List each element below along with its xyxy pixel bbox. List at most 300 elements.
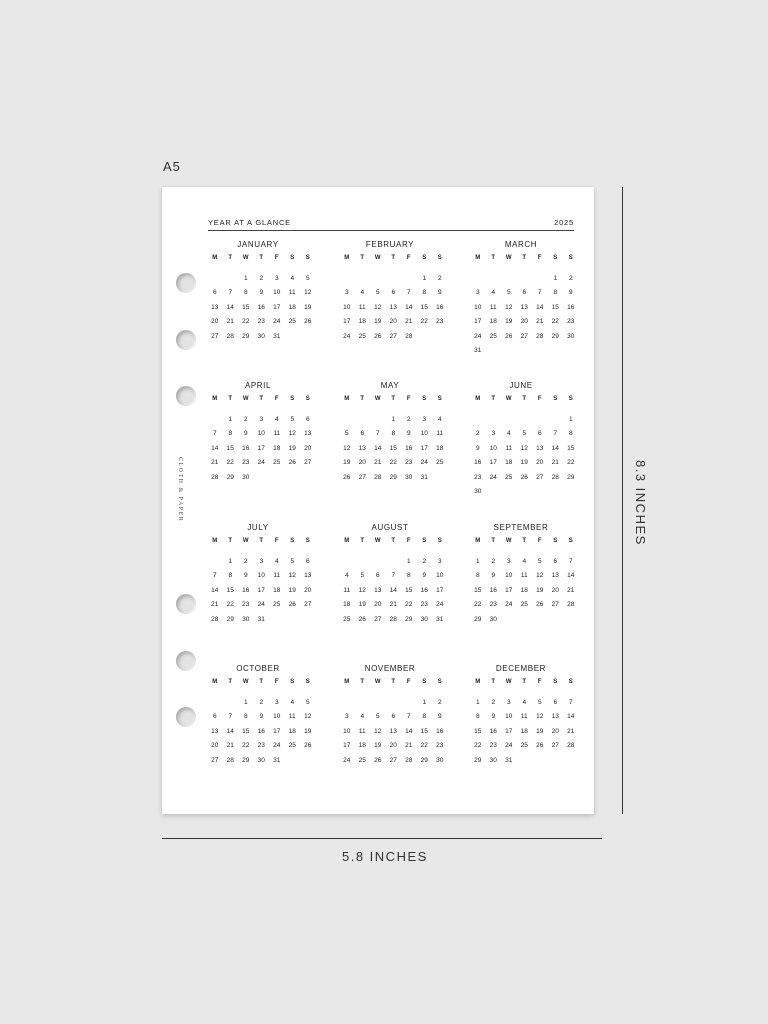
day-cell xyxy=(355,275,371,289)
day-cell: 23 xyxy=(567,318,575,326)
weekday-label: W xyxy=(505,396,512,402)
day-cell: 11 xyxy=(520,572,528,580)
weekday-label: W xyxy=(505,679,512,685)
day-cell: 5 xyxy=(537,699,542,706)
day-cell: 20 xyxy=(389,742,397,750)
day-cell: 22 xyxy=(226,459,234,467)
day-cell: 17 xyxy=(420,444,428,452)
week-row xyxy=(470,289,573,303)
day-cell: 22 xyxy=(567,459,575,467)
day-cell: 15 xyxy=(226,586,234,594)
weekday-label: F xyxy=(274,255,279,261)
day-cell: 28 xyxy=(211,615,219,623)
day-cell: 11 xyxy=(520,713,528,721)
day-cell: 28 xyxy=(405,756,413,764)
week-row xyxy=(207,727,312,742)
month-calendar xyxy=(339,664,444,771)
day-cell: 9 xyxy=(259,289,264,297)
day-cell: 15 xyxy=(551,303,559,311)
week-row xyxy=(339,615,444,630)
week-row xyxy=(339,756,444,771)
weekday-label: S xyxy=(437,255,442,261)
day-cell xyxy=(339,699,355,713)
day-cell: 5 xyxy=(290,558,295,565)
day-cell: 22 xyxy=(226,601,234,609)
day-cell: 13 xyxy=(536,444,544,452)
day-cell: 11 xyxy=(273,430,281,438)
week-row xyxy=(207,757,306,771)
day-cell: 9 xyxy=(568,289,573,297)
day-cell: 13 xyxy=(211,303,219,311)
day-cell: 10 xyxy=(257,430,265,438)
day-cell: 1 xyxy=(228,416,233,423)
weekday-label: S xyxy=(290,396,295,402)
day-cell: 28 xyxy=(567,742,575,750)
weekday-label: S xyxy=(305,538,310,544)
day-cell: 14 xyxy=(226,727,234,735)
day-cell xyxy=(355,558,371,572)
day-cell: 24 xyxy=(505,601,513,609)
week-row xyxy=(207,430,312,444)
day-cell: 2 xyxy=(259,699,264,706)
day-cell: 11 xyxy=(358,303,366,311)
day-cell: 11 xyxy=(288,289,296,297)
day-cell: 13 xyxy=(551,713,559,721)
weekday-label: T xyxy=(259,538,264,544)
day-cell: 4 xyxy=(522,558,527,565)
day-cell: 14 xyxy=(567,713,575,721)
day-cell: 24 xyxy=(343,756,351,764)
day-cell: 24 xyxy=(505,742,513,750)
day-cell: 7 xyxy=(212,572,217,580)
day-cell: 21 xyxy=(389,601,397,609)
weekday-label: W xyxy=(242,538,249,544)
day-cell: 14 xyxy=(226,303,234,311)
day-cell: 22 xyxy=(420,318,428,326)
day-cell: 20 xyxy=(211,742,219,750)
day-cell: 17 xyxy=(257,586,265,594)
weekday-header xyxy=(470,679,573,693)
weekday-label: S xyxy=(422,538,427,544)
week-row xyxy=(207,275,310,289)
day-cell: 16 xyxy=(474,459,482,467)
weekday-label: T xyxy=(360,679,365,685)
width-dimension-line xyxy=(162,838,602,839)
day-cell: 12 xyxy=(374,727,382,735)
day-cell xyxy=(470,275,486,289)
month-calendar xyxy=(339,523,444,630)
day-cell: 8 xyxy=(475,713,480,721)
day-cell: 11 xyxy=(489,303,497,311)
day-cell: 9 xyxy=(422,572,427,580)
day-cell: 2 xyxy=(259,275,264,282)
weekday-label: T xyxy=(228,538,233,544)
day-cell: 5 xyxy=(522,430,527,438)
day-cell: 4 xyxy=(437,416,442,423)
week-row xyxy=(470,473,575,488)
day-cell: 18 xyxy=(288,727,296,735)
day-cell: 17 xyxy=(257,444,265,452)
day-cell xyxy=(207,275,223,289)
day-cell: 28 xyxy=(226,756,234,764)
day-cell xyxy=(517,347,533,361)
day-cell: 18 xyxy=(358,742,366,750)
weekday-label: F xyxy=(537,396,542,402)
day-cell: 21 xyxy=(551,459,559,467)
day-cell: 16 xyxy=(489,586,497,594)
week-row xyxy=(470,558,573,572)
weekday-label: S xyxy=(568,538,573,544)
day-cell: 25 xyxy=(520,601,528,609)
punch-hole xyxy=(176,651,196,671)
day-cell: 21 xyxy=(211,459,219,467)
day-cell: 24 xyxy=(257,601,265,609)
day-cell: 19 xyxy=(374,318,382,326)
day-cell xyxy=(517,416,533,430)
day-cell: 16 xyxy=(242,586,250,594)
week-row xyxy=(207,572,312,586)
day-cell: 15 xyxy=(242,727,250,735)
day-cell xyxy=(370,699,386,713)
day-cell: 4 xyxy=(290,275,295,282)
day-cell: 25 xyxy=(288,742,296,750)
day-cell: 15 xyxy=(567,444,575,452)
day-cell: 15 xyxy=(420,727,428,735)
day-cell: 19 xyxy=(505,318,513,326)
day-cell: 22 xyxy=(474,742,482,750)
week-row xyxy=(339,558,442,572)
day-cell: 20 xyxy=(211,318,219,326)
week-row xyxy=(207,416,310,430)
day-cell: 3 xyxy=(344,289,349,297)
weekday-label: T xyxy=(259,396,264,402)
day-cell: 17 xyxy=(505,727,513,735)
day-cell: 27 xyxy=(374,615,382,623)
weekday-label: F xyxy=(406,396,411,402)
weekday-label: S xyxy=(568,255,573,261)
day-cell: 3 xyxy=(344,713,349,721)
week-row xyxy=(339,586,444,601)
day-cell: 26 xyxy=(358,615,366,623)
day-cell: 10 xyxy=(273,289,281,297)
day-cell xyxy=(370,275,386,289)
weekday-label: S xyxy=(305,396,310,402)
weekday-header xyxy=(470,255,573,269)
day-cell: 6 xyxy=(522,289,527,297)
day-cell: 1 xyxy=(568,416,573,423)
day-cell: 25 xyxy=(358,756,366,764)
weekday-label: T xyxy=(522,255,527,261)
day-cell xyxy=(370,416,386,430)
weekday-header xyxy=(470,396,573,410)
weekday-label: M xyxy=(344,396,350,402)
brand-mark: CLOTH & PAPER xyxy=(177,457,183,523)
day-cell: 31 xyxy=(273,756,281,764)
day-cell: 9 xyxy=(243,572,248,580)
week-row xyxy=(207,289,312,303)
day-cell: 26 xyxy=(343,473,351,481)
weekday-label: S xyxy=(568,396,573,402)
day-cell xyxy=(486,488,502,502)
weekday-label: F xyxy=(274,679,279,685)
weekday-label: M xyxy=(475,538,481,544)
day-cell: 23 xyxy=(436,318,444,326)
day-cell: 16 xyxy=(405,444,413,452)
weekday-label: T xyxy=(259,679,264,685)
weekday-label: S xyxy=(437,538,442,544)
day-cell: 7 xyxy=(553,430,558,438)
day-cell: 4 xyxy=(360,289,365,297)
punch-hole xyxy=(176,707,196,727)
day-cell: 8 xyxy=(475,572,480,580)
weekday-label: F xyxy=(537,538,542,544)
day-cell: 5 xyxy=(305,699,310,706)
day-cell: 18 xyxy=(343,601,351,609)
day-cell: 29 xyxy=(226,473,234,481)
week-row xyxy=(207,474,306,488)
day-cell: 28 xyxy=(405,332,413,340)
weekday-label: S xyxy=(305,679,310,685)
day-cell: 27 xyxy=(211,332,219,340)
day-cell: 6 xyxy=(537,430,542,438)
day-cell xyxy=(339,275,355,289)
weekday-label: T xyxy=(391,679,396,685)
day-cell: 9 xyxy=(406,430,411,438)
day-cell: 5 xyxy=(375,289,380,297)
day-cell: 27 xyxy=(389,332,397,340)
day-cell: 9 xyxy=(259,713,264,721)
weekday-label: M xyxy=(475,679,481,685)
day-cell: 3 xyxy=(491,430,496,438)
day-cell: 14 xyxy=(211,444,219,452)
day-cell: 10 xyxy=(436,572,444,580)
week-row xyxy=(207,586,312,601)
day-cell: 8 xyxy=(243,289,248,297)
weekday-label: W xyxy=(374,679,381,685)
day-cell: 13 xyxy=(551,572,559,580)
weekday-label: W xyxy=(242,396,249,402)
day-cell: 26 xyxy=(505,332,513,340)
day-cell: 11 xyxy=(343,586,351,594)
day-cell: 23 xyxy=(489,601,497,609)
day-cell: 1 xyxy=(243,275,248,282)
day-cell: 6 xyxy=(553,699,558,706)
day-cell: 10 xyxy=(474,303,482,311)
day-cell: 5 xyxy=(344,430,349,438)
day-cell: 26 xyxy=(304,318,312,326)
day-cell: 4 xyxy=(360,713,365,721)
day-cell xyxy=(532,616,548,630)
day-cell: 29 xyxy=(389,473,397,481)
day-cell xyxy=(517,275,533,289)
day-cell: 17 xyxy=(273,303,281,311)
day-cell: 26 xyxy=(374,756,382,764)
day-cell: 15 xyxy=(226,444,234,452)
day-cell: 27 xyxy=(536,473,544,481)
day-cell: 7 xyxy=(212,430,217,438)
week-row xyxy=(207,742,312,756)
weekday-label: M xyxy=(475,396,481,402)
week-row xyxy=(339,444,444,459)
day-cell xyxy=(285,616,301,630)
day-cell xyxy=(285,333,301,347)
day-cell: 6 xyxy=(360,430,365,438)
day-cell: 20 xyxy=(374,601,382,609)
month-calendar xyxy=(470,381,575,502)
day-cell: 9 xyxy=(475,444,480,452)
day-cell: 18 xyxy=(358,318,366,326)
day-cell xyxy=(501,488,517,502)
day-cell: 19 xyxy=(304,727,312,735)
day-cell: 8 xyxy=(422,713,427,721)
weekday-label: F xyxy=(274,538,279,544)
day-cell: 19 xyxy=(358,601,366,609)
day-cell: 17 xyxy=(474,318,482,326)
day-cell: 31 xyxy=(474,346,482,354)
week-row xyxy=(339,430,444,444)
day-cell: 9 xyxy=(243,430,248,438)
month-calendar xyxy=(339,381,444,488)
day-cell xyxy=(532,416,548,430)
day-cell: 19 xyxy=(536,727,544,735)
day-cell xyxy=(285,757,301,771)
weekday-label: T xyxy=(522,396,527,402)
month-calendar xyxy=(470,664,575,771)
day-cell: 12 xyxy=(304,289,312,297)
weekday-label: M xyxy=(344,538,350,544)
day-cell: 7 xyxy=(537,289,542,297)
weekday-label: W xyxy=(505,255,512,261)
day-cell: 25 xyxy=(273,601,281,609)
day-cell: 28 xyxy=(567,601,575,609)
weekday-label: S xyxy=(553,396,558,402)
day-cell: 12 xyxy=(343,444,351,452)
day-cell xyxy=(285,474,301,488)
day-cell: 20 xyxy=(304,586,312,594)
weekday-label: W xyxy=(505,538,512,544)
day-cell: 24 xyxy=(474,332,482,340)
day-cell: 31 xyxy=(257,615,265,623)
day-cell: 16 xyxy=(567,303,575,311)
weekday-label: M xyxy=(344,679,350,685)
day-cell: 7 xyxy=(375,430,380,438)
week-row xyxy=(207,601,312,615)
day-cell: 30 xyxy=(257,332,265,340)
day-cell: 14 xyxy=(551,444,559,452)
day-cell: 30 xyxy=(436,756,444,764)
day-cell xyxy=(517,757,533,771)
day-cell: 20 xyxy=(536,459,544,467)
day-cell: 22 xyxy=(551,318,559,326)
day-cell xyxy=(501,416,517,430)
day-cell xyxy=(269,616,285,630)
day-cell: 25 xyxy=(436,459,444,467)
weekday-label: M xyxy=(212,255,218,261)
day-cell: 31 xyxy=(505,756,513,764)
day-cell xyxy=(300,757,316,771)
day-cell: 13 xyxy=(304,572,312,580)
day-cell: 26 xyxy=(520,473,528,481)
day-cell: 8 xyxy=(391,430,396,438)
day-cell: 1 xyxy=(406,558,411,565)
week-row xyxy=(339,289,442,303)
day-cell xyxy=(532,757,548,771)
week-row xyxy=(470,699,573,713)
day-cell: 1 xyxy=(422,275,427,282)
weekday-label: F xyxy=(406,538,411,544)
day-cell: 2 xyxy=(243,558,248,565)
day-cell xyxy=(563,488,579,502)
day-cell: 28 xyxy=(536,332,544,340)
weekday-label: W xyxy=(242,255,249,261)
weekday-label: S xyxy=(553,679,558,685)
day-cell: 27 xyxy=(304,459,312,467)
weekday-label: T xyxy=(491,396,496,402)
day-cell: 15 xyxy=(474,586,482,594)
day-cell: 18 xyxy=(520,727,528,735)
day-cell: 21 xyxy=(226,742,234,750)
week-row xyxy=(470,303,575,318)
weekday-header xyxy=(207,255,310,269)
week-row xyxy=(470,727,575,742)
day-cell xyxy=(563,347,579,361)
day-cell: 24 xyxy=(273,742,281,750)
day-cell: 6 xyxy=(212,289,217,297)
day-cell: 11 xyxy=(358,727,366,735)
day-cell xyxy=(501,347,517,361)
weekday-label: W xyxy=(374,255,381,261)
day-cell xyxy=(470,416,486,430)
day-cell: 3 xyxy=(475,289,480,297)
day-cell: 17 xyxy=(489,459,497,467)
month-name: AUGUST xyxy=(371,523,409,532)
day-cell: 30 xyxy=(567,332,575,340)
day-cell: 26 xyxy=(288,601,296,609)
weekday-label: T xyxy=(491,255,496,261)
day-cell: 18 xyxy=(520,586,528,594)
weekday-header xyxy=(339,255,442,269)
day-cell: 11 xyxy=(505,444,513,452)
day-cell: 19 xyxy=(343,459,351,467)
weekday-label: T xyxy=(522,679,527,685)
week-row xyxy=(339,318,444,332)
day-cell: 5 xyxy=(375,713,380,721)
weekday-label: S xyxy=(437,679,442,685)
day-cell xyxy=(517,616,533,630)
day-cell: 9 xyxy=(437,289,442,297)
weekday-label: M xyxy=(212,538,218,544)
day-cell: 12 xyxy=(288,572,296,580)
week-row xyxy=(470,742,575,756)
week-row xyxy=(339,572,444,586)
day-cell: 22 xyxy=(405,601,413,609)
day-cell: 10 xyxy=(343,303,351,311)
weekday-label: W xyxy=(242,679,249,685)
day-cell: 15 xyxy=(405,586,413,594)
day-cell xyxy=(207,558,223,572)
day-cell: 4 xyxy=(506,430,511,438)
day-cell: 2 xyxy=(568,275,573,282)
day-cell: 21 xyxy=(405,318,413,326)
weekday-label: S xyxy=(305,255,310,261)
day-cell: 19 xyxy=(288,586,296,594)
day-cell xyxy=(432,333,448,347)
month-name: OCTOBER xyxy=(236,664,280,673)
day-cell: 30 xyxy=(242,473,250,481)
week-row xyxy=(339,333,438,347)
day-cell: 26 xyxy=(374,332,382,340)
day-cell: 16 xyxy=(257,727,265,735)
